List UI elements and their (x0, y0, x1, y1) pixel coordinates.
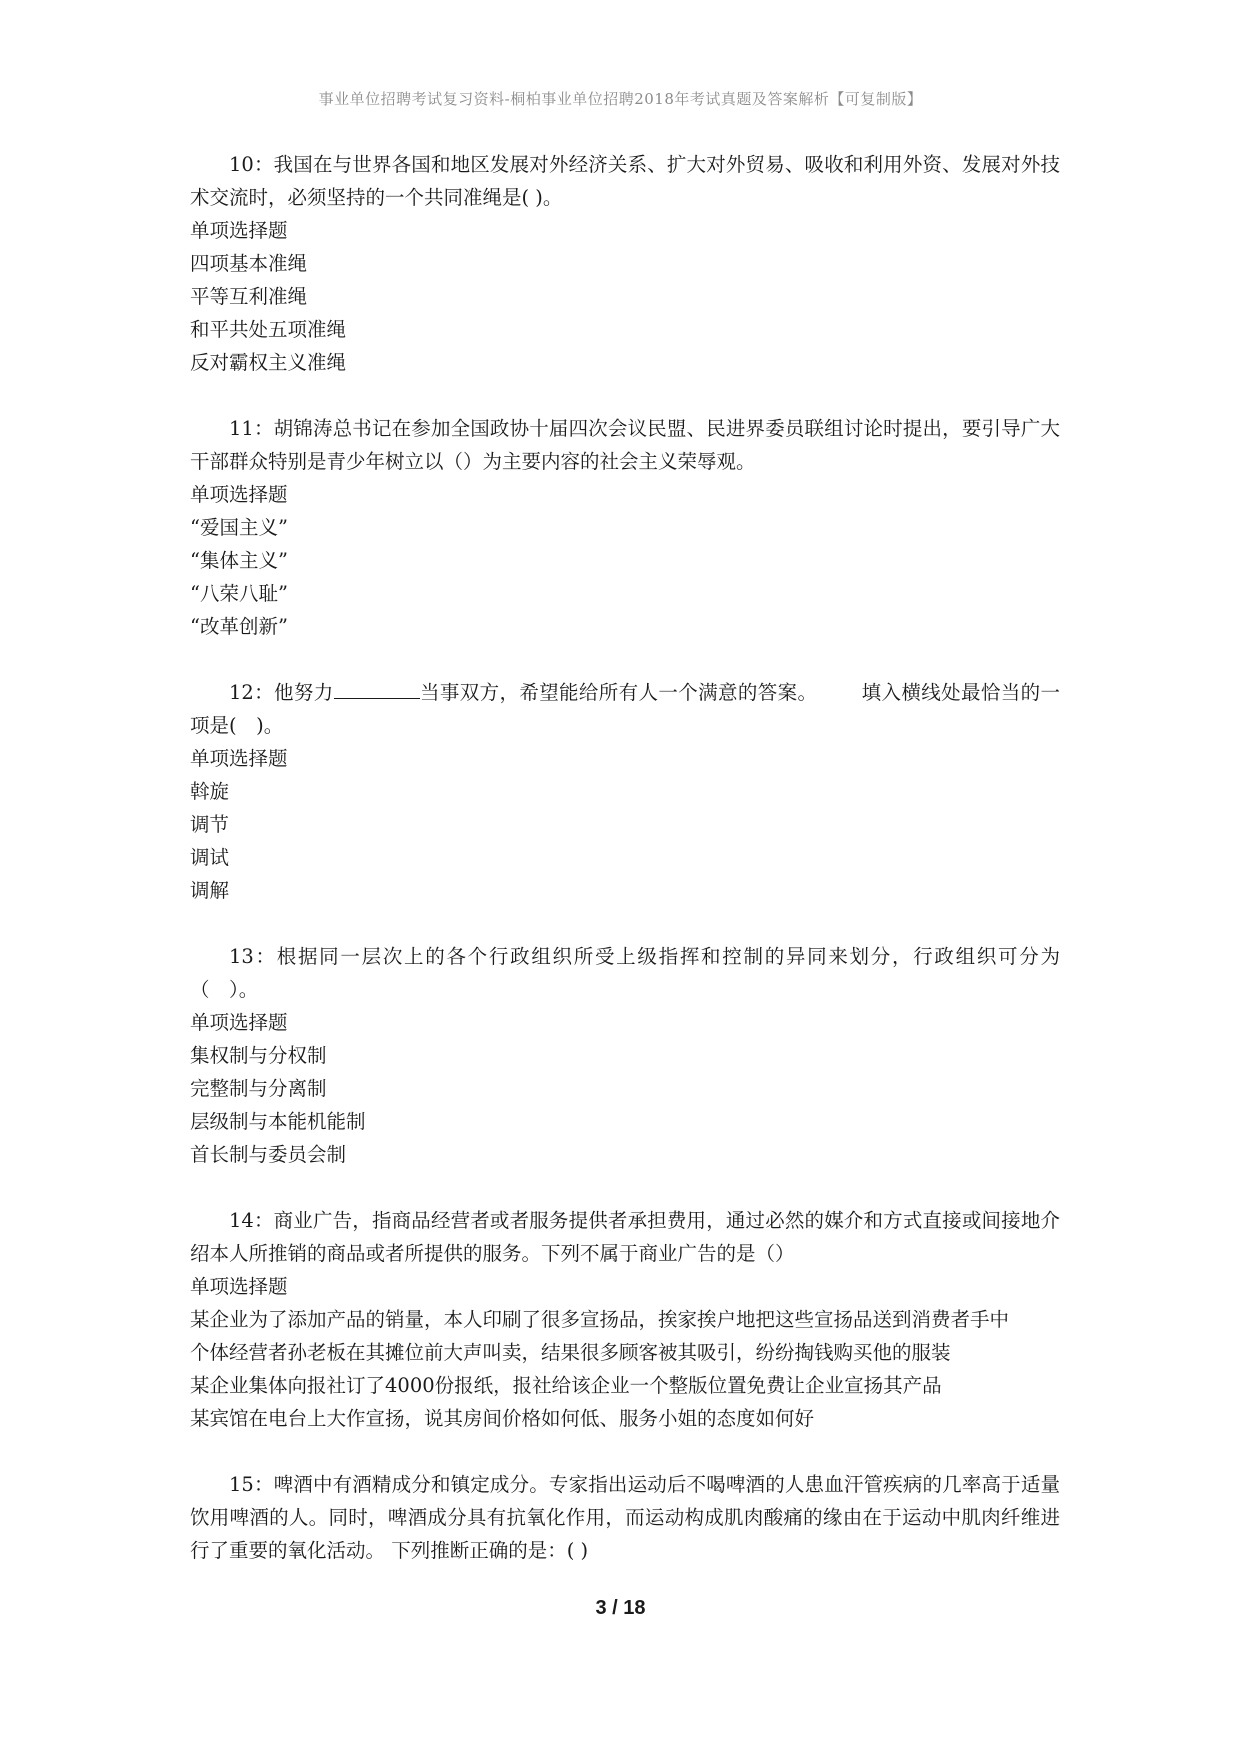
question-type: 单项选择题 (190, 747, 288, 770)
question-text: 14：商业广告，指商品经营者或者服务提供者承担费用，通过必然的媒介和方式直接或间接地介绍本人所推销的商品或者所提供的服务。下列不属于商业广告的是（） (190, 1209, 1060, 1265)
question-text: 15：啤酒中有酒精成分和镇定成分。专家指出运动后不喝啤酒的人患血汗管疾病的几率高于适量饮用啤酒的人。同时，啤酒成分具有抗氧化作用，而运动构成肌肉酸痛的缘由在于运动中肌肉纤维进行了重要的氧化活动。 下列推断正确的是：( ) (190, 1473, 1060, 1562)
question-type: 单项选择题 (190, 1275, 288, 1298)
option-b: 个体经营者孙老板在其摊位前大声叫卖，结果很多顾客被其吸引，纷纷掏钱购买他的服装 (190, 1341, 951, 1364)
question-15 (190, 1468, 1060, 1567)
option-b: 调节 (190, 813, 230, 836)
question-12 (190, 676, 1060, 907)
option-a: 集权制与分权制 (190, 1044, 327, 1067)
option-c: 和平共处五项准绳 (190, 318, 347, 341)
question-text: 11：胡锦涛总书记在参加全国政协十届四次会议民盟、民进界委员联组讨论时提出，要引导广大干部群众特别是青少年树立以（）为主要内容的社会主义荣辱观。 (190, 417, 1060, 473)
question-text: 10：我国在与世界各国和地区发展对外经济关系、扩大对外贸易、吸收和利用外资、发展对外技术交流时，必须坚持的一个共同准绳是( )。 (190, 153, 1060, 209)
option-d: 首长制与委员会制 (190, 1143, 347, 1166)
option-b: “集体主义” (190, 549, 288, 572)
question-text-middle: 当事双方，希望能给所有人一个满意的答案。 (419, 681, 818, 704)
option-c: 层级制与本能机能制 (190, 1110, 366, 1133)
option-a: 四项基本准绳 (190, 252, 308, 275)
option-c: 调试 (190, 846, 230, 869)
question-type: 单项选择题 (190, 219, 288, 242)
question-text: 13：根据同一层次上的各个行政组织所受上级指挥和控制的异同来划分，行政组织可分为（ ）。 (190, 945, 1060, 1001)
option-d: “改革创新” (190, 615, 288, 638)
page-number: 3 / 18 (595, 1597, 646, 1619)
option-c: “八荣八耻” (190, 582, 288, 605)
option-b: 平等互利准绳 (190, 285, 308, 308)
document-header: 事业单位招聘考试复习资料-桐柏事业单位招聘2018年考试真题及答案解析【可复制版】 (318, 90, 923, 108)
question-10 (190, 148, 1060, 379)
question-13 (190, 940, 1060, 1171)
option-b: 完整制与分离制 (190, 1077, 327, 1100)
option-a: 斡旋 (190, 780, 230, 803)
question-type: 单项选择题 (190, 1011, 288, 1034)
option-d: 某宾馆在电台上大作宣扬，说其房间价格如何低、服务小姐的态度如何好 (190, 1407, 815, 1430)
question-type: 单项选择题 (190, 483, 288, 506)
fill-in-blank (334, 678, 420, 699)
option-c: 某企业集体向报社订了4000份报纸，报社给该企业一个整版位置免费让企业宣扬其产品 (190, 1374, 942, 1397)
option-d: 反对霸权主义准绳 (190, 351, 347, 374)
question-text (190, 676, 1060, 742)
option-a: 某企业为了添加产品的销量，本人印刷了很多宣扬品，挨家挨户地把这些宣扬品送到消费者手中 (190, 1308, 1010, 1331)
question-11 (190, 412, 1060, 643)
question-14 (190, 1204, 1060, 1435)
question-text-before: 12：他努力 (229, 681, 334, 704)
option-a: “爱国主义” (190, 516, 288, 539)
option-d: 调解 (190, 879, 230, 902)
question-text-after: 填入横线处最恰当的一项是( )。 (190, 681, 1060, 737)
document-body (190, 148, 1060, 1600)
